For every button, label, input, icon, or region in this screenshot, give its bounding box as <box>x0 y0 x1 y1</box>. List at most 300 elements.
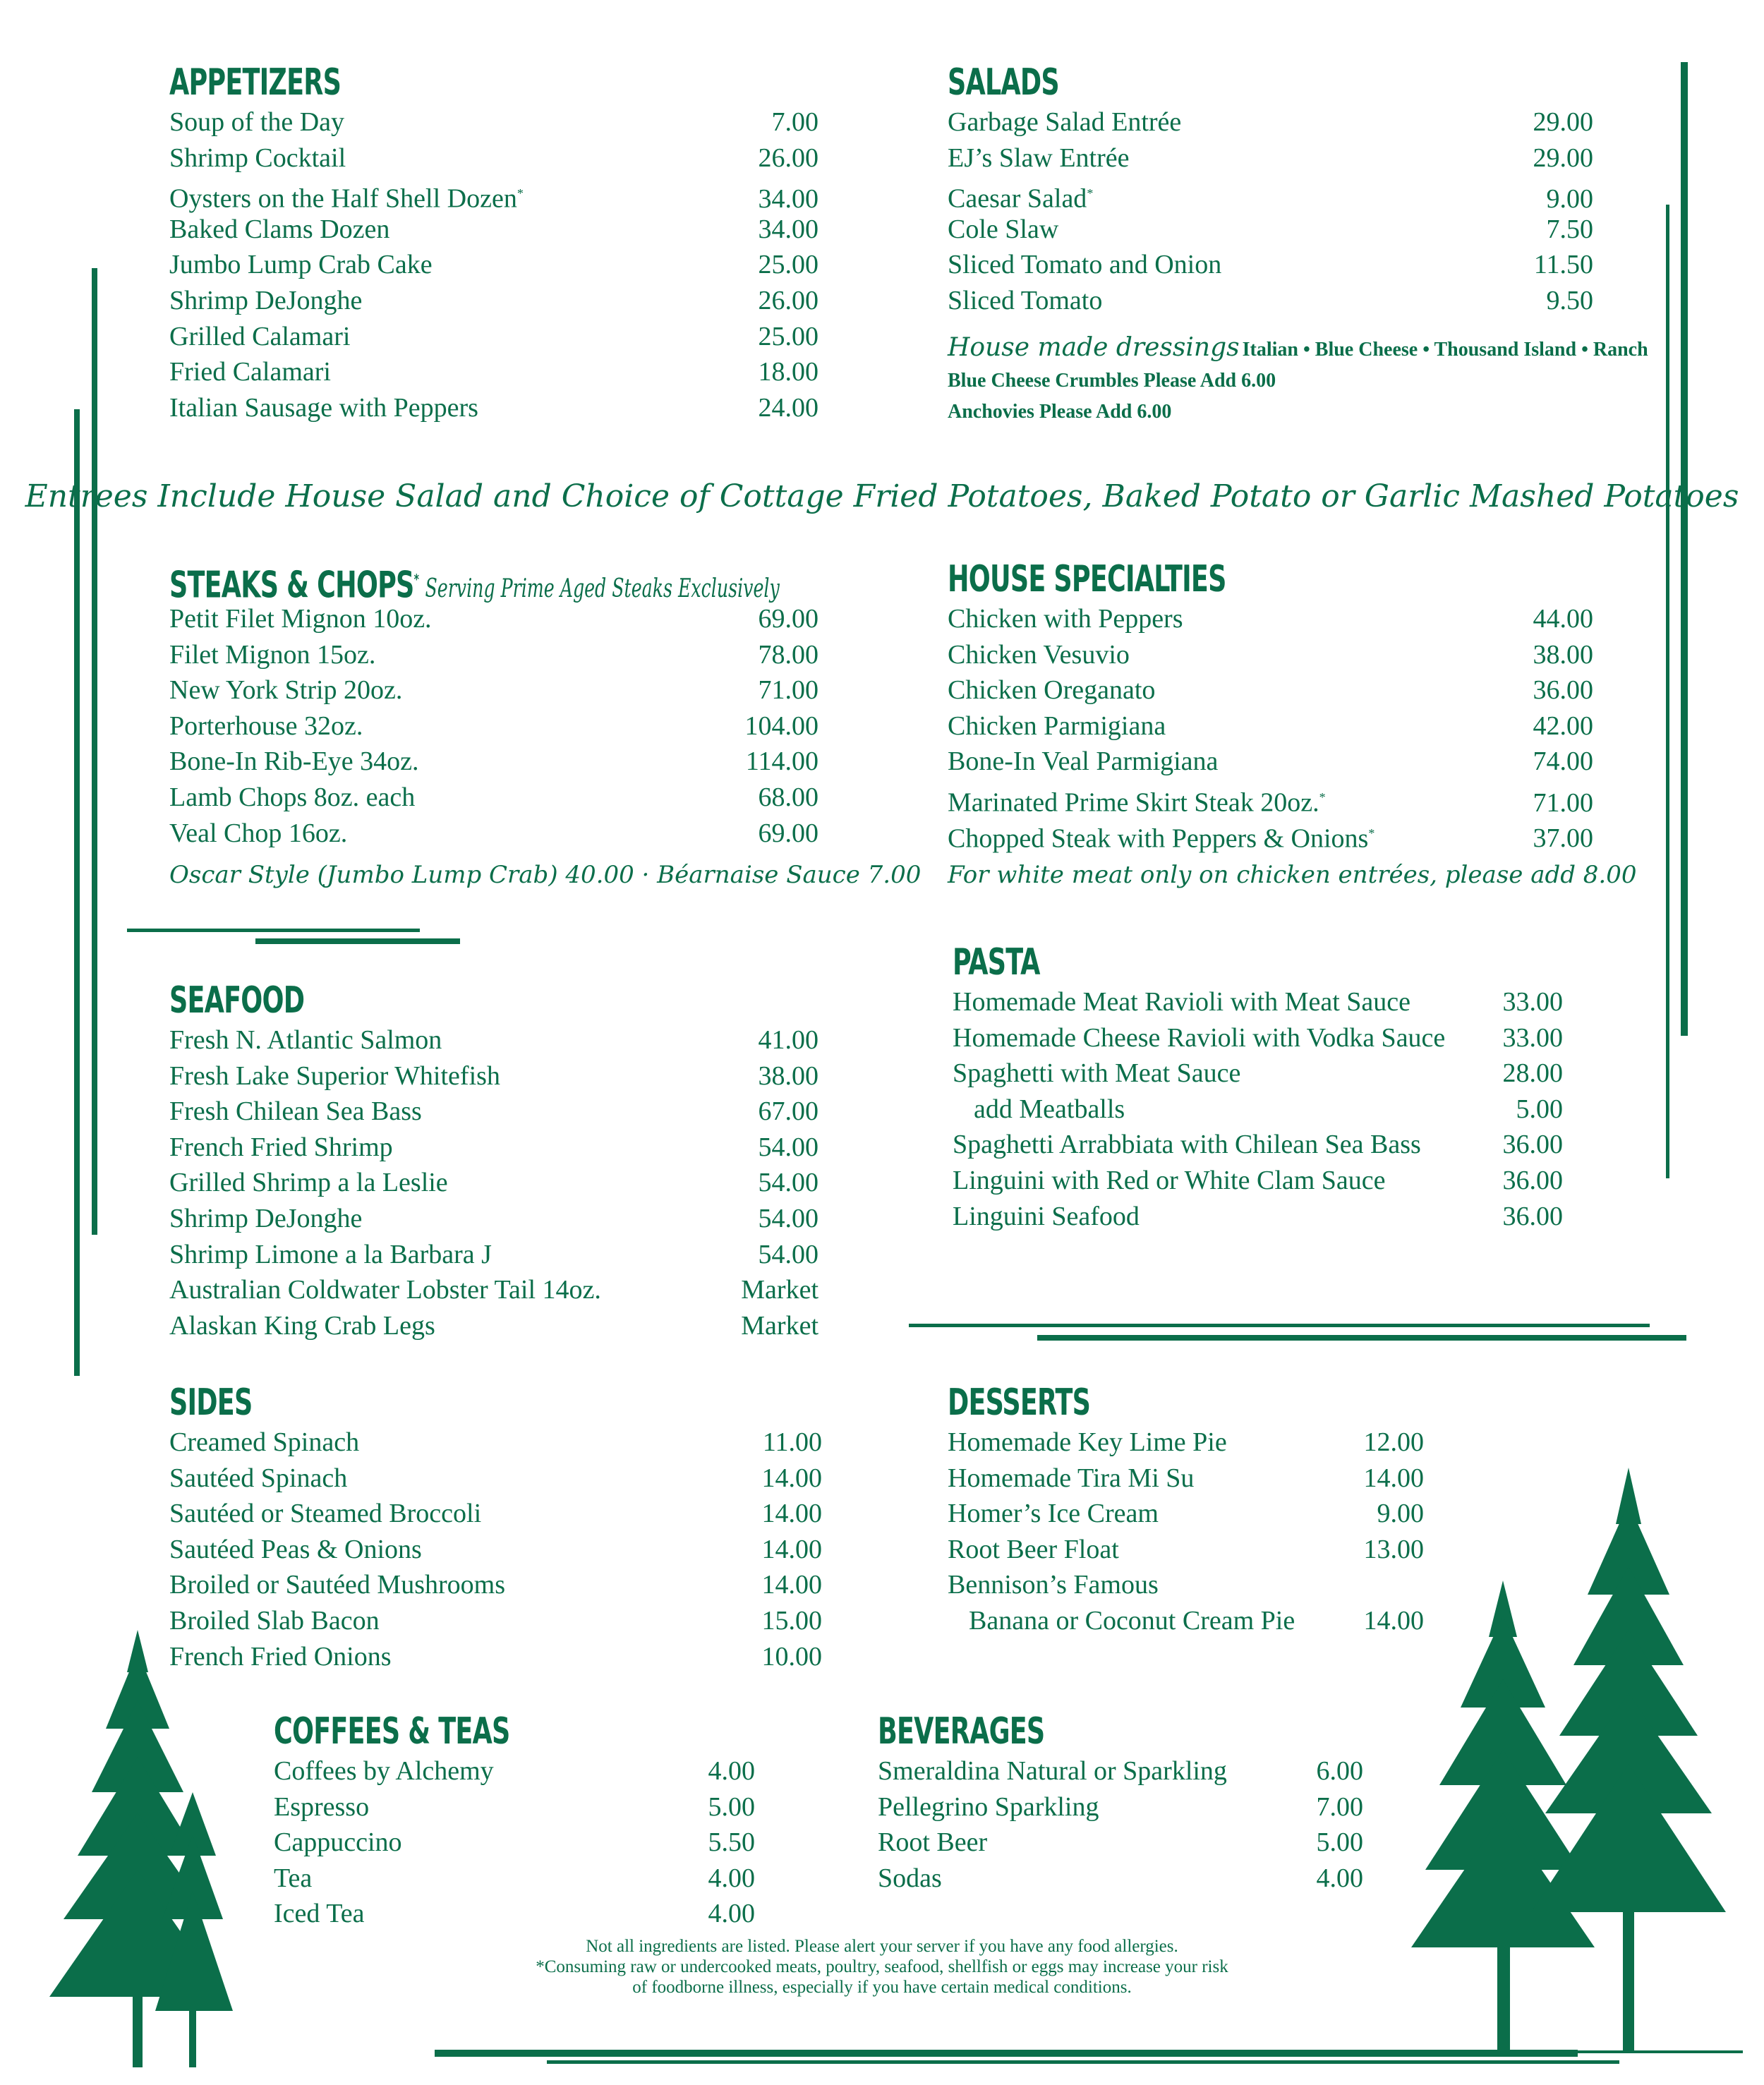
menu-item-name <box>953 1020 1445 1056</box>
menu-item-price: 4.00 <box>708 1756 755 1786</box>
menu-item-name-text: Root Beer Float <box>948 1534 1119 1564</box>
menu-item <box>948 744 1593 780</box>
house-heading: HOUSE SPECIALTIES <box>948 558 1226 600</box>
dressings-note <box>948 333 1689 428</box>
menu-item-price: 74.00 <box>1533 747 1593 777</box>
menu-item-price: 24.00 <box>758 392 818 423</box>
steaks-list <box>169 601 818 851</box>
menu-item <box>169 1603 822 1639</box>
menu-item-name-text: Fried Calamari <box>169 357 331 387</box>
menu-item <box>169 1201 818 1237</box>
dressings-label: House made dressings <box>948 333 1240 362</box>
menu-item-name <box>953 1056 1240 1092</box>
menu-item <box>878 1825 1363 1861</box>
steaks-title: STEAKS & CHOPS <box>169 564 414 607</box>
menu-item-name-text: Homemade Tira Mi Su <box>948 1463 1195 1493</box>
menu-item <box>169 601 818 637</box>
menu-item-name <box>953 1163 1386 1199</box>
menu-item-price: 13.00 <box>1363 1534 1424 1564</box>
menu-item-price: 28.00 <box>1502 1058 1563 1089</box>
menu-item-name <box>169 1496 481 1532</box>
menu-item-price: 78.00 <box>758 639 818 670</box>
menu-item-name <box>169 1272 601 1308</box>
seafood-heading: SEAFOOD <box>169 979 305 1022</box>
menu-item-price: 54.00 <box>758 1203 818 1233</box>
menu-item <box>878 1789 1363 1825</box>
menu-item-name <box>169 601 432 637</box>
menu-item-name <box>878 1825 987 1861</box>
menu-item-name-text: Iced Tea <box>274 1899 365 1929</box>
menu-item-price: 14.00 <box>761 1534 822 1564</box>
menu-item-name-text: EJ’s Slaw Entrée <box>948 143 1130 173</box>
entree-note: Entrees Include House Salad and Choice of Cottage Fried Potatoes, Baked Potato or Garlic Mashed Potatoes <box>25 478 1739 514</box>
coffees-list <box>274 1753 755 1932</box>
menu-item <box>948 708 1593 744</box>
menu-item-price: 5.00 <box>1316 1827 1363 1858</box>
menu-item-name-text: Chicken Oreganato <box>948 675 1156 706</box>
seafood-section <box>169 979 818 1343</box>
menu-item-name <box>948 1603 1295 1639</box>
menu-item <box>948 816 1593 852</box>
menu-item-name-text: Homemade Meat Ravioli with Meat Sauce <box>953 987 1410 1017</box>
menu-item <box>169 1425 822 1461</box>
menu-item-name <box>169 390 478 426</box>
menu-item <box>274 1896 755 1932</box>
menu-item-price: 42.00 <box>1533 711 1593 741</box>
menu-item <box>169 708 818 744</box>
menu-item <box>948 1603 1424 1639</box>
menu-item-name-text: Sautéed Peas & Onions <box>169 1534 422 1564</box>
menu-item-price: 4.00 <box>708 1899 755 1929</box>
menu-item-price: 5.50 <box>708 1827 755 1858</box>
menu-item-name <box>169 708 363 744</box>
menu-item <box>169 780 818 816</box>
menu-item-name <box>169 1201 362 1237</box>
menu-item-price: 38.00 <box>1533 639 1593 670</box>
divider-rule <box>435 2050 1578 2057</box>
menu-item-name <box>169 1094 422 1130</box>
divider-rule <box>92 268 97 1235</box>
menu-item <box>169 1532 822 1568</box>
menu-item-name <box>948 601 1183 637</box>
menu-item-price: 54.00 <box>758 1168 818 1198</box>
menu-item-name-text: Italian Sausage with Peppers <box>169 392 478 423</box>
menu-item-name-text: Bone-In Rib-Eye 34oz. <box>169 747 419 777</box>
menu-item-name-text: Fresh Lake Superior Whitefish <box>169 1060 500 1091</box>
menu-item-name <box>948 247 1221 283</box>
menu-item <box>948 672 1593 708</box>
menu-item <box>953 1199 1563 1235</box>
menu-item-name <box>169 1461 347 1497</box>
menu-item-price: 67.00 <box>758 1096 818 1127</box>
menu-item-price: 11.50 <box>1533 250 1593 280</box>
desserts-section <box>948 1381 1424 1639</box>
menu-item-name <box>948 1532 1119 1568</box>
menu-item-name-text: Jumbo Lump Crab Cake <box>169 250 433 280</box>
menu-item-name <box>169 780 415 816</box>
menu-item-name <box>878 1753 1227 1789</box>
menu-item-name-text: Shrimp DeJonghe <box>169 285 363 315</box>
sides-heading: SIDES <box>169 1382 253 1424</box>
menu-item-name <box>169 1425 359 1461</box>
menu-item-price: 36.00 <box>1502 1165 1563 1195</box>
menu-item-name-text: Fresh Chilean Sea Bass <box>169 1096 422 1127</box>
menu-item-name <box>169 104 344 140</box>
menu-item-price: 4.00 <box>708 1863 755 1893</box>
menu-item-name <box>169 1165 448 1201</box>
divider-rule <box>547 2060 1619 2064</box>
menu-item <box>169 390 818 426</box>
menu-item-name <box>948 104 1181 140</box>
menu-item-name <box>169 1532 422 1568</box>
menu-item-price: 5.00 <box>1516 1094 1563 1124</box>
menu-item-price: 14.00 <box>1363 1605 1424 1636</box>
menu-item <box>169 1272 818 1308</box>
menu-item-name <box>948 744 1218 780</box>
menu-item-price: 36.00 <box>1502 1130 1563 1160</box>
menu-item-name <box>948 816 1375 857</box>
desserts-heading: DESSERTS <box>948 1382 1091 1424</box>
menu-item <box>878 1861 1363 1897</box>
menu-item <box>169 319 818 355</box>
menu-item-price: 104.00 <box>744 711 818 741</box>
menu-item-price: 34.00 <box>758 214 818 244</box>
raw-food-advisory-mark: * <box>1087 186 1094 201</box>
menu-item-name <box>878 1789 1099 1825</box>
beverages-heading: BEVERAGES <box>878 1710 1045 1753</box>
menu-item-price: 14.00 <box>1363 1463 1424 1493</box>
menu-item-name-text: Sliced Tomato and Onion <box>948 250 1222 280</box>
divider-rule <box>1681 62 1688 1036</box>
menu-item-price: 5.00 <box>708 1791 755 1822</box>
menu-item-price: 71.00 <box>1533 787 1593 818</box>
menu-item <box>169 247 818 283</box>
menu-item-name <box>953 1199 1140 1235</box>
menu-item-price: 26.00 <box>758 143 818 173</box>
menu-item-name-text: Alaskan King Crab Legs <box>169 1310 435 1341</box>
divider-rule <box>74 409 80 1376</box>
menu-item-price: 9.00 <box>1377 1499 1424 1529</box>
house-list <box>948 601 1593 854</box>
menu-item <box>169 637 818 673</box>
menu-item-name <box>948 1567 1159 1603</box>
menu-item-name-text: New York Strip 20oz. <box>169 675 403 706</box>
menu-item-name-text: Shrimp Cocktail <box>169 143 346 173</box>
coffees-section <box>274 1710 755 1932</box>
menu-item-name-text: Coffees by Alchemy <box>274 1756 494 1786</box>
menu-item-name-text: Shrimp Limone a la Barbara J <box>169 1239 492 1269</box>
steaks-mark: * <box>413 571 419 588</box>
menu-item-price: 29.00 <box>1533 143 1593 173</box>
menu-item <box>948 140 1593 176</box>
menu-item <box>169 1130 818 1166</box>
disclaimer-line-1: Not all ingredients are listed. Please alert your server if you have any food allergies. <box>586 1937 1178 1956</box>
menu-item <box>169 1237 818 1273</box>
menu-item <box>948 1567 1424 1603</box>
menu-item-price: 41.00 <box>758 1025 818 1055</box>
steaks-heading <box>169 557 780 607</box>
menu-item <box>948 247 1593 283</box>
menu-item-name-text: Spaghetti Arrabbiata with Chilean Sea Bass <box>953 1130 1421 1160</box>
steaks-note: Oscar Style (Jumbo Lump Crab) 40.00 · Béarnaise Sauce 7.00 <box>169 861 922 890</box>
menu-item-price: 6.00 <box>1316 1756 1363 1786</box>
divider-rule <box>909 1324 1650 1327</box>
menu-item-name <box>274 1825 402 1861</box>
menu-item-name <box>948 672 1155 708</box>
pasta-section <box>953 941 1563 1234</box>
menu-item-name-text: Sliced Tomato <box>948 285 1103 315</box>
menu-item-price: 71.00 <box>758 675 818 706</box>
menu-item <box>948 283 1593 319</box>
sides-list <box>169 1425 822 1674</box>
menu-item-name <box>169 283 362 319</box>
menu-item-name-text: Australian Coldwater Lobster Tail 14oz. <box>169 1275 601 1305</box>
menu-item-name <box>948 176 1093 217</box>
menu-item-name <box>169 1237 492 1273</box>
menu-item <box>948 1425 1424 1461</box>
menu-item-price: 10.00 <box>761 1641 822 1672</box>
menu-item <box>948 601 1593 637</box>
menu-item <box>948 212 1593 248</box>
menu-item-price: 33.00 <box>1502 987 1563 1017</box>
menu-item-name-text: Soup of the Day <box>169 107 345 137</box>
menu-item-name-text: Caesar Salad <box>948 183 1087 214</box>
menu-item-name-text: Cole Slaw <box>948 214 1059 244</box>
menu-item <box>169 672 818 708</box>
menu-item-name-text: Shrimp DeJonghe <box>169 1203 363 1233</box>
menu-item-name-text: Porterhouse 32oz. <box>169 711 363 741</box>
menu-item-price: 36.00 <box>1502 1201 1563 1231</box>
dressings-list: Italian • Blue Cheese • Thousand Island • Ranch <box>1242 339 1648 361</box>
menu-item <box>948 176 1593 212</box>
menu-item-name <box>948 708 1166 744</box>
pine-tree-left-icon <box>28 1623 254 2074</box>
menu-item <box>948 1496 1424 1532</box>
menu-item-price: 9.00 <box>1546 183 1593 214</box>
menu-item-name <box>948 283 1102 319</box>
menu-item-name <box>948 1461 1194 1497</box>
menu-item-name <box>169 319 350 355</box>
menu-item-name <box>169 1022 442 1058</box>
appetizers-section <box>169 61 818 425</box>
allergy-disclaimer <box>423 1936 1341 1998</box>
menu-item-name-text: French Fried Onions <box>169 1641 392 1672</box>
menu-item <box>169 816 818 852</box>
menu-item <box>169 104 818 140</box>
menu-item-price: 25.00 <box>758 250 818 280</box>
menu-item <box>274 1789 755 1825</box>
menu-item-price: 25.00 <box>758 321 818 351</box>
menu-item-price: 38.00 <box>758 1060 818 1091</box>
menu-item-name-text: Smeraldina Natural or Sparkling <box>878 1756 1227 1786</box>
menu-item-price: 54.00 <box>758 1132 818 1162</box>
beverages-section <box>878 1710 1363 1896</box>
raw-food-advisory-mark: * <box>1319 790 1326 804</box>
menu-item-name <box>878 1861 942 1897</box>
menu-item-name <box>169 637 375 673</box>
menu-item-name-text: Garbage Salad Entrée <box>948 107 1182 137</box>
menu-item-price: 29.00 <box>1533 107 1593 137</box>
menu-item-name-text: Marinated Prime Skirt Steak 20oz. <box>948 787 1319 818</box>
menu-item-name <box>948 1496 1159 1532</box>
menu-item-name <box>169 212 389 248</box>
menu-item-name <box>169 354 331 390</box>
menu-item-name-text: Veal Chop 16oz. <box>169 818 348 848</box>
menu-item-name-text: Grilled Calamari <box>169 321 351 351</box>
menu-item-name <box>953 1092 1125 1128</box>
menu-item-price: 12.00 <box>1363 1427 1424 1457</box>
menu-item <box>878 1753 1363 1789</box>
menu-item-price: 18.00 <box>758 357 818 387</box>
menu-item <box>169 1058 818 1094</box>
menu-item <box>274 1753 755 1789</box>
menu-item <box>169 1022 818 1058</box>
menu-item <box>953 1127 1563 1163</box>
menu-item-name-text: Root Beer <box>878 1827 988 1858</box>
salads-section <box>948 61 1593 319</box>
menu-item <box>169 140 818 176</box>
menu-item-name-text: Sautéed or Steamed Broccoli <box>169 1499 482 1529</box>
menu-item-name-text: Chopped Steak with Peppers & Onions <box>948 823 1369 854</box>
menu-item <box>948 780 1593 816</box>
menu-item-name <box>948 140 1130 176</box>
appetizers-heading: APPETIZERS <box>169 61 342 104</box>
menu-item-name <box>169 176 524 217</box>
menu-item-name <box>274 1753 494 1789</box>
menu-item-price: 26.00 <box>758 285 818 315</box>
menu-item-name-text: Chicken with Peppers <box>948 604 1183 634</box>
menu-item-price: 7.00 <box>1316 1791 1363 1822</box>
menu-item-name-text: Chicken Parmigiana <box>948 711 1166 741</box>
menu-item-price: 69.00 <box>758 604 818 634</box>
pasta-heading: PASTA <box>953 941 1040 984</box>
menu-item-price: 69.00 <box>758 818 818 848</box>
desserts-list <box>948 1425 1424 1639</box>
menu-item <box>169 1496 822 1532</box>
menu-item-price: 114.00 <box>745 747 818 777</box>
sides-section <box>169 1381 822 1674</box>
menu-item-price: 4.00 <box>1316 1863 1363 1893</box>
menu-item <box>948 637 1593 673</box>
menu-item-name-text: Cappuccino <box>274 1827 402 1858</box>
menu-item <box>169 1308 818 1344</box>
menu-item-name-text: Sodas <box>878 1863 942 1893</box>
menu-item-name <box>953 984 1410 1020</box>
menu-item-price: Market <box>741 1275 818 1305</box>
menu-item <box>169 283 818 319</box>
menu-item-price: Market <box>741 1310 818 1341</box>
menu-item-price: 37.00 <box>1533 823 1593 854</box>
menu-item-name-text: Fresh N. Atlantic Salmon <box>169 1025 442 1055</box>
divider-rule <box>127 929 420 932</box>
disclaimer-line-3: of foodborne illness, especially if you have certain medical conditions. <box>632 1978 1132 1997</box>
menu-item-price: 44.00 <box>1533 604 1593 634</box>
menu-item <box>169 1567 822 1603</box>
menu-item <box>169 744 818 780</box>
menu-item <box>274 1825 755 1861</box>
menu-item <box>953 1163 1563 1199</box>
house-note: For white meat only on chicken entrées, please add 8.00 <box>948 861 1637 890</box>
menu-item-name <box>169 140 346 176</box>
menu-item-price: 11.00 <box>762 1427 822 1457</box>
menu-item-price: 14.00 <box>761 1463 822 1493</box>
menu-item-name-text: Bennison’s Famous <box>948 1570 1159 1600</box>
divider-rule <box>1037 1335 1686 1341</box>
house-section <box>948 557 1637 890</box>
salads-heading: SALADS <box>948 61 1059 104</box>
menu-item-name <box>169 816 347 852</box>
menu-item-name-text: French Fried Shrimp <box>169 1132 393 1162</box>
menu-item-name-text: Bone-In Veal Parmigiana <box>948 747 1219 777</box>
menu-item-name-text: add Meatballs <box>974 1094 1125 1124</box>
menu-item-name-text: Pellegrino Sparkling <box>878 1791 1099 1822</box>
menu-item-name <box>274 1896 365 1932</box>
menu-item-price: 15.00 <box>761 1605 822 1636</box>
menu-item-name <box>169 744 419 780</box>
menu-item-price: 54.00 <box>758 1239 818 1269</box>
menu-item-name-text: Homer’s Ice Cream <box>948 1499 1159 1529</box>
addon-blue-cheese: Blue Cheese Crumbles Please Add 6.00 <box>948 370 1276 392</box>
menu-item-name-text: Oysters on the Half Shell Dozen <box>169 183 517 214</box>
menu-item-name-text: Broiled Slab Bacon <box>169 1605 380 1636</box>
menu-item-name-text: Espresso <box>274 1791 370 1822</box>
addon-anchovies: Anchovies Please Add 6.00 <box>948 401 1172 423</box>
menu-item-name-text: Grilled Shrimp a la Leslie <box>169 1168 448 1198</box>
menu-item-name <box>169 1130 393 1166</box>
menu-item-price: 33.00 <box>1502 1022 1563 1053</box>
pasta-list <box>953 984 1563 1234</box>
menu-item-price: 34.00 <box>758 183 818 214</box>
menu-item-name-text: Spaghetti with Meat Sauce <box>953 1058 1241 1089</box>
divider-rule <box>255 938 460 944</box>
menu-item <box>169 354 818 390</box>
steaks-subtitle: Serving Prime Aged Steaks Exclusively <box>425 574 780 604</box>
menu-item-price: 68.00 <box>758 782 818 812</box>
menu-item <box>169 1639 822 1675</box>
menu-item <box>948 1532 1424 1568</box>
menu-item-price: 7.00 <box>771 107 818 137</box>
menu-item-name-text: Petit Filet Mignon 10oz. <box>169 604 432 634</box>
menu-item-name <box>948 1425 1227 1461</box>
appetizers-list <box>169 104 818 425</box>
seafood-list <box>169 1022 818 1343</box>
salads-list <box>948 104 1593 319</box>
menu-item <box>169 176 818 212</box>
menu-item-price: 9.50 <box>1546 285 1593 315</box>
menu-item-name-text: Baked Clams Dozen <box>169 214 390 244</box>
menu-item <box>953 1056 1563 1092</box>
menu-item-name-text: Filet Mignon 15oz. <box>169 639 376 670</box>
menu-item-price: 14.00 <box>761 1570 822 1600</box>
menu-item-name-text: Sautéed Spinach <box>169 1463 348 1493</box>
menu-item-name <box>948 212 1058 248</box>
menu-item <box>274 1861 755 1897</box>
menu-item <box>953 1092 1563 1128</box>
menu-item-price: 36.00 <box>1533 675 1593 706</box>
raw-food-advisory-mark: * <box>1368 826 1375 840</box>
menu-item <box>169 1461 822 1497</box>
menu-item-name-text: Broiled or Sautéed Mushrooms <box>169 1570 506 1600</box>
menu-item-name <box>948 637 1130 673</box>
menu-item-name-text: Tea <box>274 1863 313 1893</box>
menu-item-name-text: Lamb Chops 8oz. each <box>169 782 416 812</box>
menu-item-name-text: Homemade Cheese Ravioli with Vodka Sauce <box>953 1022 1446 1053</box>
menu-item-name <box>169 1058 500 1094</box>
menu-item-price: 14.00 <box>761 1499 822 1529</box>
menu-item-name-text: Creamed Spinach <box>169 1427 360 1457</box>
menu-item <box>169 1094 818 1130</box>
pine-tree-right-icon <box>1411 1454 1750 2060</box>
